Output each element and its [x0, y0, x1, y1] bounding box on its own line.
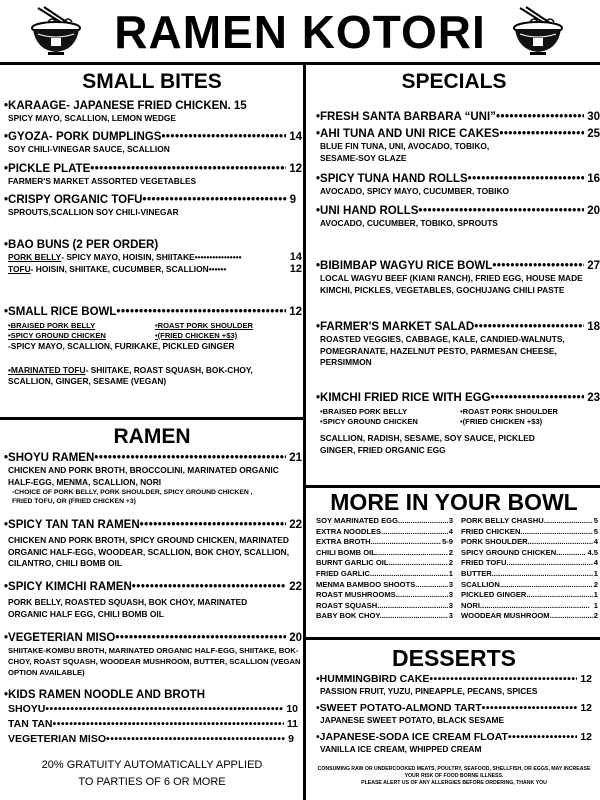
item-name: •AHI TUNA AND UNI RICE CAKES — [316, 128, 500, 140]
add-on-name: BURNT GARLIC OIL ..... — [316, 558, 448, 569]
option: •SPICY GROUND CHICKEN — [320, 417, 418, 426]
add-on-price: 3 — [448, 590, 453, 600]
add-on-price: 1 — [593, 590, 598, 600]
add-on-item — [461, 580, 598, 591]
item-price: 15 — [233, 100, 247, 112]
item-price: 20 — [587, 205, 600, 217]
menu-item — [316, 730, 600, 756]
add-on-name: FRIED GARLIC ..... — [316, 569, 448, 580]
add-on-item — [461, 548, 598, 559]
menu-item — [4, 631, 302, 678]
option-label: PORK BELLY — [8, 252, 62, 262]
kids-option: VEGETERIAN MISO ••••• 9 — [4, 732, 302, 747]
add-on-price: 5-9 — [442, 537, 453, 547]
item-note: -CHOICE OF PORK BELLY, PORK SHOULDER, SPICY GROUND CHICKEN , FRIED TOFU, OR (FRIED CHICKEN +3) — [12, 489, 253, 505]
add-on-price: 2 — [593, 579, 598, 589]
add-on-item — [461, 611, 598, 622]
divider — [306, 485, 600, 488]
item-description: PORK BELLY, ROASTED SQUASH, BOK CHOY, MARINATED ORGANIC HALF EGG, CHILI BOMB OIL — [8, 597, 248, 619]
item-price: 27 — [587, 260, 600, 272]
add-on-price: 1 — [593, 568, 598, 578]
item-description: CHICKEN AND PORK BROTH, SPICY GROUND CHICKEN, MARINATED ORGANIC HALF-EGG, WOODEAR, SCALLION, BOK CHOY, SCALLION, CILANTRO, CHILI BOMB OIL — [8, 535, 290, 568]
item-price: 16 — [587, 173, 600, 185]
add-on-price: 2 — [448, 547, 453, 557]
divider — [0, 417, 303, 420]
item-name: •GYOZA- PORK DUMPLINGS — [4, 131, 162, 143]
item-name: •VEGETERIAN MISO — [4, 632, 116, 644]
item-price: 12 — [580, 702, 592, 714]
add-on-item — [316, 611, 453, 622]
section-heading: DESSERTS — [392, 645, 516, 671]
add-on-item — [316, 558, 453, 569]
item-name: •SPICY TAN TAN RAMEN — [4, 519, 140, 531]
option-grid — [4, 331, 302, 341]
item-description: SOY CHILI-VINEGAR SAUCE, SCALLION — [8, 144, 170, 154]
option: •SPICY GROUND CHICKEN — [8, 331, 106, 340]
item-price: 18 — [587, 321, 600, 333]
item-description: ROASTED VEGGIES, CABBAGE, KALE, CANDIED-WALNUTS, POMEGRANATE, HAZELNUT PESTO, PARMESAN CHEESE, PERSIMMON — [320, 334, 565, 367]
add-on-item — [316, 580, 453, 591]
add-on-name: PICKLED GINGER ..... — [461, 590, 593, 601]
add-on-name: EXTRA BROTH ..... — [316, 537, 441, 548]
item-description: AVOCADO, CUCUMBER, TOBIKO, SPROUTS — [320, 218, 498, 228]
add-on-name: SPICY GROUND CHICKEN ..... — [461, 548, 586, 559]
item-description: -SPICY MAYO, SCALLION, FURIKAKE, PICKLED GINGER — [8, 341, 235, 351]
option: •ROAST PORK SHOULDER — [155, 321, 254, 330]
item-price: 12 — [289, 163, 302, 175]
option: •ROAST PORK SHOULDER — [460, 407, 559, 416]
add-on-name: MENMA BAMBOO SHOOTS ..... — [316, 580, 448, 591]
item-price: 21 — [289, 452, 302, 464]
add-on-name: WOODEAR MUSHROOM ..... — [461, 611, 593, 622]
item-price: 12 — [580, 673, 592, 685]
menu-item — [4, 688, 302, 747]
option-grid — [316, 417, 600, 427]
item-name: •SWEET POTATO-ALMOND TART — [316, 702, 482, 714]
add-on-name: BABY BOK CHOY ..... — [316, 611, 448, 622]
add-on-item — [461, 590, 598, 601]
add-on-price: 2 — [448, 558, 453, 568]
add-on-price: 1 — [593, 600, 598, 610]
option: •(FRIED CHICKEN +$3) — [460, 417, 543, 426]
ramen-section — [4, 425, 300, 449]
add-on-name: PORK SHOULDER ..... — [461, 537, 593, 548]
menu-item — [316, 172, 600, 198]
add-on-name: SCALLION ..... — [461, 580, 593, 591]
add-on-item — [461, 516, 598, 527]
add-on-price: 4 — [448, 526, 453, 536]
add-on-name: NORI ..... — [461, 601, 593, 612]
section-heading: SPECIALS — [401, 70, 507, 93]
option-price: 12 — [289, 262, 302, 275]
divider — [303, 62, 306, 800]
item-name: •SPICY TUNA HAND ROLLS — [316, 173, 468, 185]
divider — [306, 637, 600, 640]
item-name: •KIMCHI FRIED RICE WITH EGG — [316, 392, 491, 404]
add-on-name: BUTTER ..... — [461, 569, 593, 580]
add-on-price: 5 — [593, 526, 598, 536]
add-on-name: FRIED TOFU ..... — [461, 558, 593, 569]
add-on-item — [316, 527, 453, 538]
section-heading: MORE IN YOUR BOWL — [330, 489, 578, 515]
section-heading: RAMEN — [113, 425, 191, 448]
option: •BRAISED PORK BELLY — [8, 321, 96, 330]
section-heading: SMALL BITES — [82, 70, 222, 93]
item-description: AVOCADO, SPICY MAYO, CUCUMBER, TOBIKO — [320, 186, 510, 196]
menu-item — [4, 518, 302, 570]
add-on-column — [316, 516, 453, 622]
item-name: •SHOYU RAMEN — [4, 452, 95, 464]
item-name: •KARAAGE- JAPANESE FRIED CHICKEN. — [4, 100, 231, 112]
item-name: •SPICY KIMCHI RAMEN — [4, 581, 132, 593]
item-description: SHIITAKE-KOMBU BROTH, MARINATED ORGANIC HALF-EGG, SHIITAKE, BOK-CHOY, ROAST SQUASH, WOODEAR MUSHROOM, BUTTER, SCALLION (VEGAN OPTION AVAILABLE) — [8, 646, 301, 677]
add-on-item — [316, 537, 453, 548]
bao-option: TOFU - HOISIN, SHIITAKE, CUCUMBER, SCALLION •••••• 12 — [8, 262, 302, 275]
item-price: 30 — [587, 111, 600, 123]
add-on-item — [461, 537, 598, 548]
add-on-price: 4.5 — [587, 547, 598, 557]
specials-section — [308, 70, 600, 94]
item-name: •SMALL RICE BOWL — [4, 306, 117, 318]
add-on-item — [316, 590, 453, 601]
add-on-name: PORK BELLY CHASHU ..... — [461, 516, 593, 527]
add-on-price: 3 — [448, 579, 453, 589]
small-bites-section — [4, 70, 300, 94]
item-description: SCALLION, RADISH, SESAME, SOY SAUCE, PICKLED GINGER, FRIED ORGANIC EGG — [320, 433, 535, 455]
add-on-price: 4 — [593, 537, 598, 547]
item-price: 25 — [587, 128, 600, 140]
option-description: - HOISIN, SHIITAKE, CUCUMBER, SCALLION — [30, 263, 209, 274]
menu-item — [4, 451, 302, 506]
add-on-item — [461, 527, 598, 538]
allergy-disclaimer: CONSUMING RAW OR UNDERCOOKED MEATS, POULTRY, SEAFOOD, SHELLFISH, OR EGGS, MAY INCREASE YOUR RISK OF FOOD BORNE ILLNESS. PLEASE ALERT US OF ANY ALLERGIES BEFORE ORDERING, THANK YOU — [317, 766, 591, 786]
item-name: •UNI HAND ROLLS — [316, 205, 419, 217]
menu-item — [4, 238, 302, 275]
item-price: 22 — [289, 519, 302, 531]
item-price: 22 — [289, 581, 302, 593]
add-on-name: EXTRA NOODLES ..... — [316, 527, 448, 538]
more-in-bowl-section — [308, 490, 600, 514]
menu-item — [4, 193, 302, 219]
item-name: •BAO BUNS (2 PER ORDER) — [4, 239, 159, 251]
add-on-item — [316, 601, 453, 612]
desserts-section — [308, 646, 600, 670]
menu-item — [4, 99, 302, 125]
item-name: •KIDS RAMEN NOODLE AND BROTH — [4, 689, 206, 701]
item-name: •HUMMINGBIRD CAKE — [316, 673, 430, 685]
add-on-item — [316, 548, 453, 559]
item-price: 23 — [587, 392, 600, 404]
menu-item — [316, 391, 600, 456]
add-on-item — [316, 516, 453, 527]
kids-option: SHOYU ••••• 10 — [4, 702, 302, 717]
option-price: 14 — [289, 251, 302, 263]
add-on-price: 1 — [448, 568, 453, 578]
item-name: •FRESH SANTA BARBARA “UNI” — [316, 111, 496, 123]
item-description: SPROUTS,SCALLION SOY CHILI-VINEGAR — [8, 207, 179, 217]
add-on-name: ROAST SQUASH ..... — [316, 601, 448, 612]
item-price: 12 — [580, 731, 592, 743]
menu-item — [4, 580, 302, 620]
option-description: - SPICY MAYO, HOISIN, SHIITAKE — [61, 252, 195, 262]
add-on-item — [461, 601, 598, 612]
item-description: PASSION FRUIT, YUZU, PINEAPPLE, PECANS, SPICES — [320, 686, 538, 696]
option: •(FRIED CHICKEN +$3) — [155, 331, 238, 340]
item-price: 20 — [289, 632, 302, 644]
add-on-name: FRIED CHICKEN ..... — [461, 527, 593, 538]
option-grid — [316, 407, 600, 417]
add-on-item — [461, 558, 598, 569]
marinated-tofu-option — [4, 365, 278, 388]
option-label: TOFU — [8, 263, 31, 274]
divider — [0, 62, 600, 65]
add-on-column — [461, 516, 598, 622]
item-description: LOCAL WAGYU BEEF (KIANI RANCH), FRIED EGG, HOUSE MADE KIMCHI, PICKLES, VEGETABLES, GOCHUJANG CHILI PASTE — [320, 273, 583, 295]
item-price: 9 — [289, 194, 296, 206]
item-name: •BIBIMBAP WAGYU RICE BOWL — [316, 260, 493, 272]
bao-option: PORK BELLY - SPICY MAYO, HOISIN, SHIITAKE •••••••••••••••• 14 — [8, 251, 302, 263]
item-name: •PICKLE PLATE — [4, 163, 91, 175]
menu-item — [4, 130, 302, 156]
item-name: •FARMER'S MARKET SALAD — [316, 321, 475, 333]
add-on-price: 4 — [593, 558, 598, 568]
item-description: JAPANESE SWEET POTATO, BLACK SESAME — [320, 715, 505, 725]
menu-item — [316, 672, 600, 698]
item-price: 12 — [289, 306, 302, 318]
add-on-name: ROAST MUSHROOMS ..... — [316, 590, 448, 601]
menu-item — [316, 127, 600, 164]
add-on-price: 3 — [448, 516, 453, 525]
item-name: •JAPANESE-SODA ICE CREAM FLOAT — [316, 731, 508, 743]
item-description: CHICKEN AND PORK BROTH, BROCCOLINI, MARINATED ORGANIC HALF-EGG, MENMA, SCALLION, NORI — [8, 465, 279, 487]
gratuity-note: 20% GRATUITY AUTOMATICALLY APPLIED TO PARTIES OF 6 OR MORE — [41, 759, 263, 788]
add-on-item — [461, 569, 598, 580]
add-on-price: 2 — [593, 611, 598, 621]
menu-item — [316, 204, 600, 230]
option: •BRAISED PORK BELLY — [320, 407, 408, 416]
option-description: - SHIITAKE, ROAST SQUASH, BOK-CHOY, SCALLION, GINGER, SESAME (VEGAN) — [8, 364, 253, 386]
add-on-price: 3 — [448, 611, 453, 621]
menu-item — [316, 320, 600, 369]
item-name: •CRISPY ORGANIC TOFU — [4, 194, 143, 206]
menu-item — [316, 701, 600, 727]
menu-item — [4, 162, 302, 188]
add-on-price: 3 — [448, 600, 453, 610]
item-description: FARMER'S MARKET ASSORTED VEGETABLES — [8, 176, 197, 186]
add-on-list — [316, 516, 598, 622]
menu-item — [4, 305, 302, 388]
add-on-name: SOY MARINATED EGG ..... — [316, 516, 448, 527]
item-price: 14 — [289, 131, 302, 143]
kids-option: TAN TAN ••••• 11 — [4, 717, 302, 732]
item-description: BLUE FIN TUNA, UNI, AVOCADO, TOBIKO, SESAME-SOY GLAZE — [320, 141, 490, 163]
add-on-price: 5 — [593, 516, 598, 525]
add-on-name: CHILI BOMB OIL ..... — [316, 548, 448, 559]
item-description: SPICY MAYO, SCALLION, LEMON WEDGE — [8, 113, 176, 123]
menu-item — [316, 110, 600, 124]
option-label: •MARINATED TOFU — [8, 364, 86, 375]
menu-item — [316, 259, 600, 296]
item-description: VANILLA ICE CREAM, WHIPPED CREAM — [320, 744, 482, 754]
option-grid — [4, 321, 302, 331]
restaurant-title: RAMEN KOTORI — [114, 6, 486, 58]
add-on-item — [316, 569, 453, 580]
